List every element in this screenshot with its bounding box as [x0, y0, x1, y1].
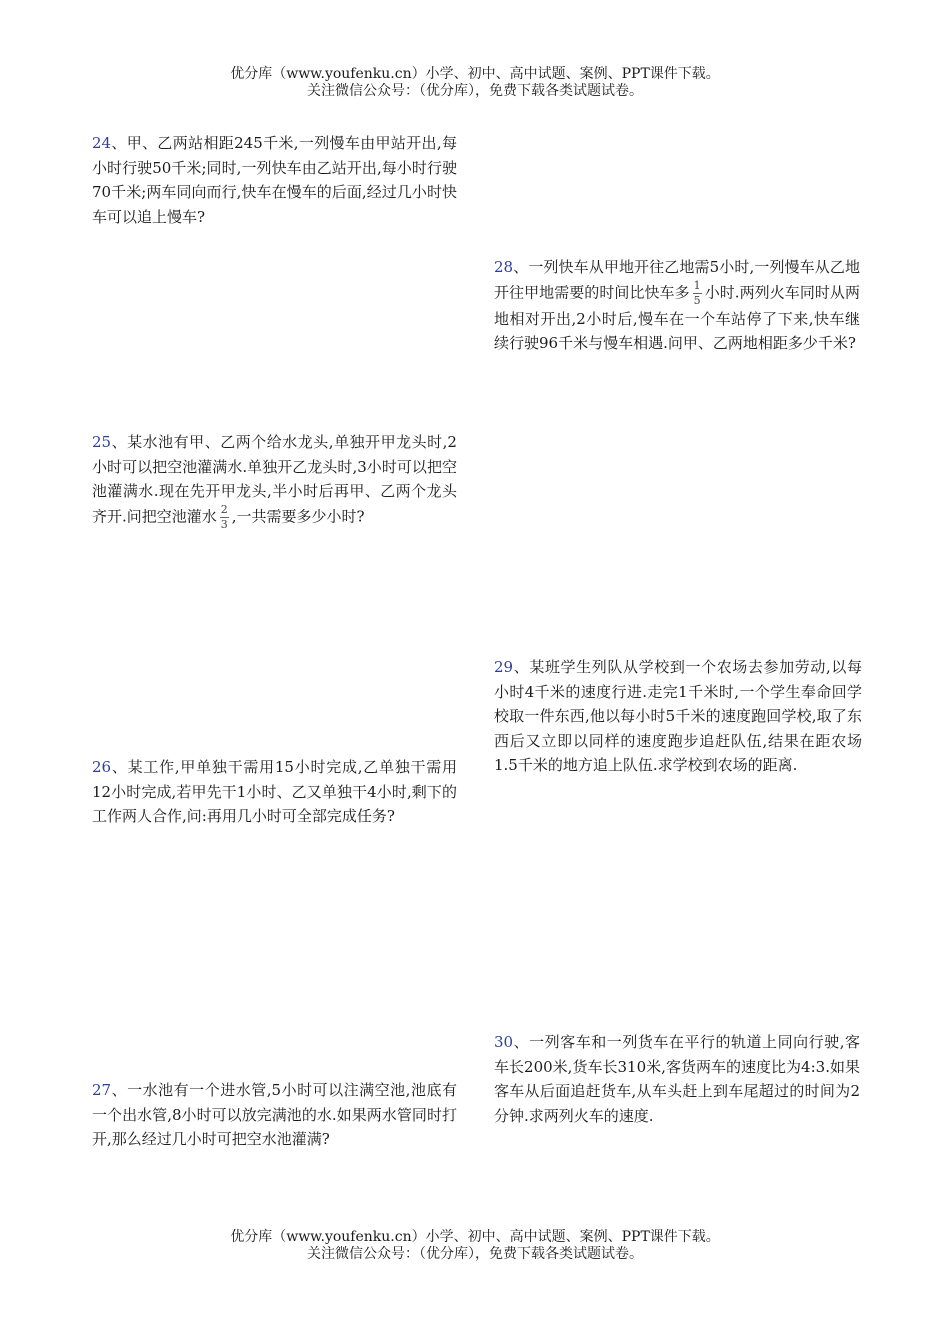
question-text-cont: 小时.两列火车同时从两地相对开出,2小时后,慢车在一个车站停了下来,快车继续行驶96千米与慢车相遇.问甲、乙两地相距多少千米? [494, 283, 860, 352]
question-number: 29 [494, 658, 514, 676]
question-text: 一列快车从甲地开往乙地需5小时,一列慢车从乙地开往甲地需要的时间比快车多 [494, 258, 860, 301]
question-24: 24、甲、乙两站相距245千米,一列慢车由甲站开出,每小时行驶50千米;同时,一列快车由乙站开出,每小时行驶70千米;两车同向而行,快车在慢车的后面,经过几小时快车可以追上慢车? [92, 134, 457, 226]
fraction-numerator: 2 [220, 502, 228, 516]
question-number: 30 [494, 1033, 514, 1051]
question-29: 29、某班学生列队从学校到一个农场去参加劳动,以每小时4千米的速度行进.走完1千米时,一个学生奉命回学校取一件东西,他以每小时5千米的速度跑回学校,取了东西后又立即以同样的速度跑步追赶队伍,结果在距农场1.5千米的地方追上队伍.求学校到农场的距离. [494, 658, 862, 774]
page-header [0, 66, 950, 100]
fraction-denominator: 5 [693, 293, 701, 307]
fraction-denominator: 3 [220, 517, 228, 531]
footer-line-1: 优分库（www.youfenku.cn）小学、初中、高中试题、案例、PPT课件下载。 [230, 1229, 720, 1245]
header-line-2: 关注微信公众号：（优分库），免费下载各类试题试卷。 [307, 83, 643, 99]
question-26: 26、某工作,甲单独干需用15小时完成,乙单独干需用12小时完成,若甲先干1小时、乙又单独干4小时,剩下的工作两人合作,问:再用几小时可全部完成任务? [92, 758, 457, 825]
fraction-numerator: 1 [693, 278, 701, 292]
question-27: 27、一水池有一个进水管,5小时可以注满空池,池底有一个出水管,8小时可以放完满池的水.如果两水管同时打开,那么经过几小时可把空水池灌满? [92, 1081, 457, 1148]
question-number: 26 [92, 758, 112, 776]
question-30: 30、一列客车和一列货车在平行的轨道上同向行驶,客车长200米,货车长310米,客货两车的速度比为4:3.如果客车从后面追赶货车,从车头赶上到车尾超过的时间为2分钟.求两列火车的速度. [494, 1033, 860, 1125]
footer-line-2: 关注微信公众号：（优分库），免费下载各类试题试卷。 [307, 1246, 643, 1262]
question-number: 27 [92, 1081, 112, 1099]
question-25: 25、某水池有甲、乙两个给水龙头,单独开甲龙头时,2小时可以把空池灌满水.单独开乙龙头时,3小时可以把空池灌满水.现在先开甲龙头,半小时后再甲、乙两个龙头齐开.问把空池灌水 $\frac{2}{3}$ ,一共需要多少小时? [92, 433, 457, 531]
question-28: 28、一列快车从甲地开往乙地需5小时,一列慢车从乙地开往甲地需要的时间比快车多 $\frac{1}{5}$ 小时.两列火车同时从两地相对开出,2小时后,慢车在一个车站停了下来,快车继续行驶96千米与慢车相遇.问甲、乙两地相距多少千米? [494, 258, 860, 352]
fraction [220, 504, 229, 531]
question-text-cont: ,一共需要多少小时? [231, 507, 365, 525]
question-text: 一列客车和一列货车在平行的轨道上同向行驶,客车长200米,货车长310米,客货两车的速度比为4:3.如果客车从后面追赶货车,从车头赶上到车尾超过的时间为2分钟.求两列火车的速度. [494, 1033, 860, 1125]
page-footer [0, 1229, 950, 1263]
question-text: 某工作,甲单独干需用15小时完成,乙单独干需用12小时完成,若甲先干1小时、乙又单独干4小时,剩下的工作两人合作,问:再用几小时可全部完成任务? [92, 758, 457, 825]
question-text: 一水池有一个进水管,5小时可以注满空池,池底有一个出水管,8小时可以放完满池的水.如果两水管同时打开,那么经过几小时可把空水池灌满? [92, 1081, 457, 1148]
question-text: 甲、乙两站相距245千米,一列慢车由甲站开出,每小时行驶50千米;同时,一列快车由乙站开出,每小时行驶70千米;两车同向而行,快车在慢车的后面,经过几小时快车可以追上慢车? [92, 134, 457, 226]
fraction [693, 280, 702, 307]
question-number: 24 [92, 134, 112, 152]
question-number: 28 [494, 258, 514, 276]
question-text: 某水池有甲、乙两个给水龙头,单独开甲龙头时,2小时可以把空池灌满水.单独开乙龙头时,3小时可以把空池灌满水.现在先开甲龙头,半小时后再甲、乙两个龙头齐开.问把空池灌水 [92, 433, 457, 525]
header-line-1: 优分库（www.youfenku.cn）小学、初中、高中试题、案例、PPT课件下载。 [230, 66, 720, 82]
question-number: 25 [92, 433, 112, 451]
question-text: 某班学生列队从学校到一个农场去参加劳动,以每小时4千米的速度行进.走完1千米时,一个学生奉命回学校取一件东西,他以每小时5千米的速度跑回学校,取了东西后又立即以同样的速度跑步追赶队伍,结果在距农场1.5千米的地方追上队伍.求学校到农场的距离. [494, 658, 862, 774]
